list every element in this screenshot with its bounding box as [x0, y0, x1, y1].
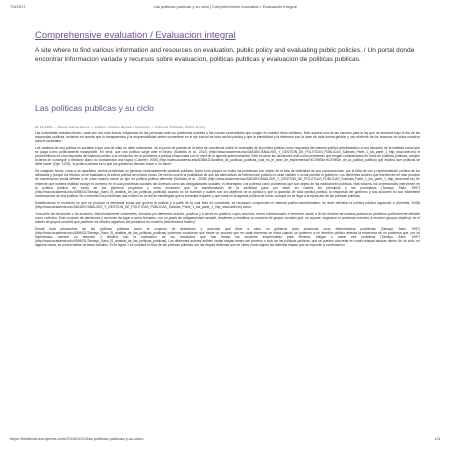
post-paragraph: De cualquier forma, como a se apuntaba, ciertos problemas no generan necesariamente políticas públicas, sobre todo porque no todos los problemas son objeto de la lista de visibilidad de sus consecuencias, por la falta de voz y representación política de los afectados y porque los efectos no se trasladan a la esfera política del mismo modo. De hecho ocurre la posibilidad de que las alternativas de intervención pública no sean visibles o no las percibe el gobierno. Los diferentes actores que intervienen en este proceso de construcción social definen y en cada modelo existe un tipo de política pública diferente (Subirats et al., 2008) (http://www.academia.edu/3481807/ANALISIS_Y_GESTION_DE_POLITICAS_PUBLICAS_Subirats_Parte_1_los_parte_1_http_www.ariel.es) Se entiende que nuestra realidad incluye el contexto en el cual problemas sociales tan diversos como las desigualdades sociales, el desempleo o la pobreza como problemas que son objeto de las instituciones públicas. Más todavía, los profesionales intervienen en la política pública de fondo en los primeros proyectos y sería necesario que la transformación de la sociedad pase por tener en cuenta los principios y las prioridades (Tamayo Sáez, 1997) (http://www.academia.edu/4098431/Tamayo_Saez_El_analisis_de_las_politicas_publicas) cuando no se cuentan y cuáles son los objetivos de la política y que la garantía de toda política pública, la respuesta del gobierno y sus acciones no son totalmente consecuencia de una política. Se convierten los problemas que existen en la red de estrategias que la sociedad requiere y que toma en la agenda política de fondo, aunque no se llega a la ejecución de las políticas públicas.: [35, 169, 420, 198]
post-meta[interactable]: 21.02.2015 — Daniel Garcia Perez — Artikan / Artikan Review / Resumen — Politicas Publicas, Public Policy: [35, 125, 206, 129]
print-date: 7/9/2017: [10, 4, 26, 9]
post-paragraph: Los cambios de una política es sociales a que una de ellas no debe extenderse, es el punto de partida de la toma de conciencia sobre la necesidad de la política pública como respuesta del sistema político-administrativo a una situación de la realidad social que se juzga como políticamente inaceptable. En decir, que una política surge ante el hecho (Subirats et al., 2012) (http://www.academia.edu/3481807/ANALISIS_Y_GESTION_DE_POLITICAS_PUBLICAS_Subirats_Parte_1_los_parte_1_http_www.ariel.es) el procedimiento es una respuesta del sistema político a la resolución de un problema a política relacionada con el nivel de la agenda gubernamental. Este es tanto las decisiones más como problemas que tengan consideración en tema de políticas públicas, aunque la tarea de conseguir a mediano plazo no consideraba una lógica (Colomer, 2000) (http://www.academia.edu/6386411/Analisis_de_politicas_publicas_cual_es_el_nivel_de_implementaci%C3%B3n%C3%B3n_de_la_politica_publica) que implica 'que políticas se debe hacer' (Dye, 1976): 'la política pública es lo que los gobiernos deciden hacer o no hacer'.: [35, 146, 420, 167]
post-paragraph: Desde esta perspectiva de las políticas públicas como el conjunto de decisiones y acciones que lleva a cabo un gobierno para solucionar unos determinados problemas (Tamayo Sáez, 1997) (http://www.academia.edu/4098431/Tamayo_Saez_El_analisis_de_las_politicas_publicas) podemos considerar que existe un proceso que en cada momento se inicia cuando un gobierno a un directivo público detecta la existencia de un problema que, por su importancia, merece su atención y termina con la evaluación de los resultados que han tenido las acciones emprendidas para eliminar, mitigar o variar ese problema (Tamayo Sáez, 1997) (http://www.academia.edu/4098431/Tamayo_Saez_El_analisis_de_las_politicas_publicas). Los diferentes autores definen varias etapas dentro del proceso o ciclo de las políticas públicas, que se pueden concretar en cuatro etapas básicas dentro de un ciclo, en algunos casos, se podría hablar de fases iniciales. En la figura 1 se muestra el ciclo de las políticas públicas con las etapas definidas que en cierto modo siguen las distintas etapas que se exponen a continuación.: [35, 226, 420, 248]
print-page-number: 1/3: [434, 436, 440, 441]
post-paragraph: Las sociedades actuales tienen, cada vez con más fuerza, exigencias de las personas ante los problemas sociales y las nuevas necesidades que surgen en nuestro ritmo cotidiano. Esto supone una de las razones para la ley que se enmarca bajo el día de las respuestas públicas, teniendo en cuenta que la transparencia y la responsabilidad deben convertirse en el eje troncal de toda acción pública y que la efectividad y la eficiencia son la base de toda buena gestión y uso eficiente de los recursos de todos nosotros para el ciudadano.: [35, 131, 420, 144]
site-description: A site where to find various information and resources on evaluation, public policy and evaluating public policies. / Un portal donde encontrar informacion variada y recursos sobre evaluacion, politicas publicas y evaluacion de politicas publicas.: [35, 47, 415, 63]
print-page-title: Las politicas publicas y su ciclo | Comprehensive evaluation / Evaluación integral: [153, 4, 297, 9]
post-paragraph: Estableciendo el momento en que se produce la demanda social que genera la política y a partir de la cual ésta es concebida, es necesario comprender el sistema político-administrativo, es decir delimitar la política pública siguiendo a (Subirats, 2008) (http://www.academia.edu/3481807/ANALISIS_Y_GESTION_DE_POLITICAS_PUBLICAS_Subirats_Parte_1_los_parte_1_http_www.ariel.es) como:: [35, 200, 420, 209]
print-header: [10, 4, 440, 12]
site-title-link[interactable]: Comprehensive evaluation / Evaluacion integral: [35, 30, 236, 41]
print-footer: [10, 436, 440, 444]
print-url: https://totaleval.wordpress.com/2015/02/21/las-politicas-publicas-y-su-ciclo/: [10, 436, 144, 441]
post-content: [35, 125, 420, 250]
post-title: Las politicas publicas y su ciclo: [35, 103, 154, 113]
post-blockquote: "una serie de decisiones o de acciones, intencionalmente coherentes, tomadas por diferentes actores, públicos y a veces no públicos cuyos recursos, nexos institucionales e intereses varían a fin de resolver de manera puntual un problema políticamente definido como colectivo. Este conjunto de decisiones y acciones da lugar a actos formales, con un grado de obligatoriedad variable, tendentes a modificar la conducta de grupos sociales que, se supone, originaron el problema colectivo a resolver (grupos-objetivo), en el interés de grupos sociales que padecen los efectos negativos del problema en cuestión (beneficiarios finales)".: [35, 211, 420, 224]
